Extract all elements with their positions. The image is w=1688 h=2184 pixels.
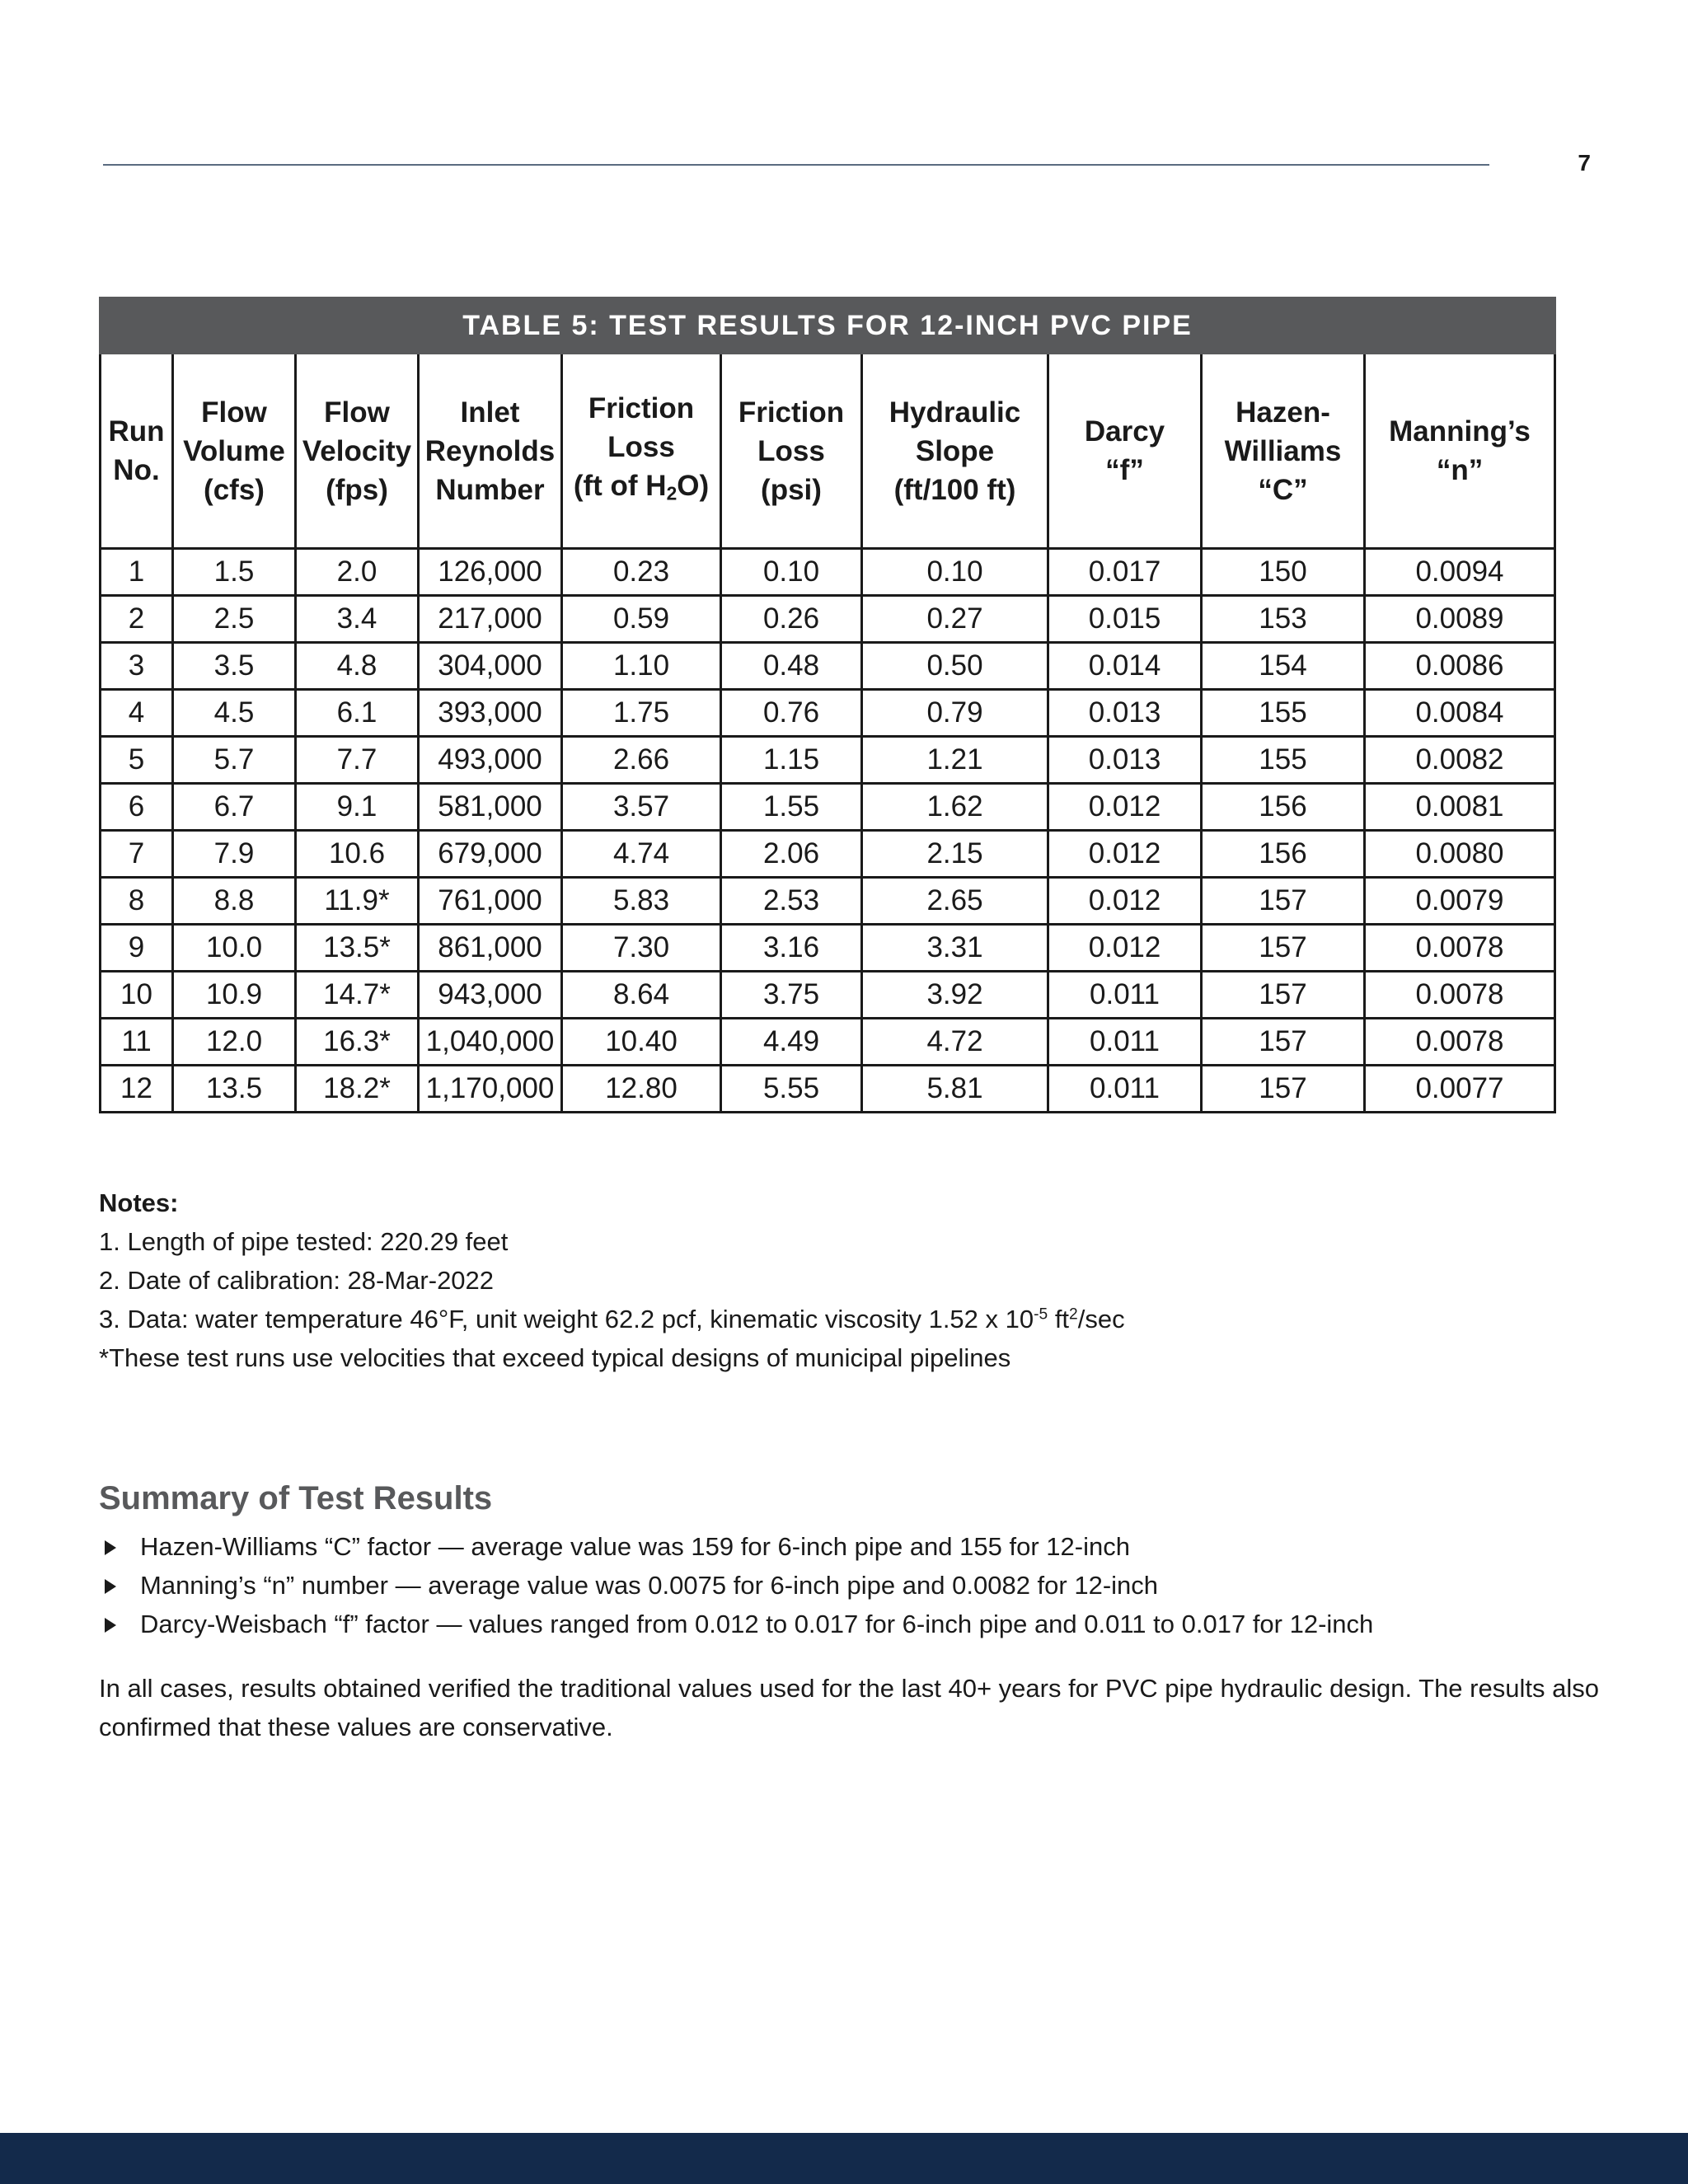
table-row	[101, 1066, 1555, 1113]
summary-paragraph: In all cases, results obtained verified the traditional values used for the last 40+ years for PVC pipe hydraulic design. The results also confirmed that these values are conservative.	[99, 1674, 1599, 1741]
table-cell: 2.06	[721, 831, 862, 878]
column-header-run-no: Run No.	[101, 354, 173, 549]
header-rule	[103, 164, 1489, 166]
table-cell: 157	[1202, 878, 1365, 925]
table-cell: 0.26	[721, 596, 862, 643]
table-cell: 1.5	[173, 549, 296, 596]
table-row	[101, 643, 1555, 690]
test-results-table	[99, 297, 1556, 1113]
notes-block	[99, 1183, 1125, 1377]
table-cell: 5.81	[862, 1066, 1048, 1113]
table-cell: 7.30	[562, 925, 721, 972]
summary-bullet-hazen-williams: Hazen-Williams “C” factor — average value was 159 for 6-inch pipe and 155 for 12-inch	[99, 1527, 1373, 1566]
table-cell: 2.66	[562, 737, 721, 784]
table-cell: 157	[1202, 925, 1365, 972]
table-row	[101, 878, 1555, 925]
column-header-mannings-n: Manning’s “n”	[1365, 354, 1555, 549]
table-cell: 761,000	[419, 878, 562, 925]
table-row	[101, 549, 1555, 596]
table-cell: 2.65	[862, 878, 1048, 925]
table-cell: 155	[1202, 690, 1365, 737]
table-row	[101, 972, 1555, 1019]
table-cell: 0.011	[1048, 1066, 1202, 1113]
table-cell: 7.7	[296, 737, 419, 784]
table-cell: 5.7	[173, 737, 296, 784]
table-cell: 10.40	[562, 1019, 721, 1066]
table-cell: 1,040,000	[419, 1019, 562, 1066]
table-cell: 0.0080	[1365, 831, 1555, 878]
table-cell: 679,000	[419, 831, 562, 878]
table-cell: 3.16	[721, 925, 862, 972]
table-cell: 5	[101, 737, 173, 784]
table-cell: 0.10	[721, 549, 862, 596]
table-cell: 0.0078	[1365, 1019, 1555, 1066]
table-cell: 9.1	[296, 784, 419, 831]
column-header-friction-loss-ft: Friction Loss (ft of $H_2O$)	[562, 354, 721, 549]
table-row	[101, 596, 1555, 643]
table-cell: 13.5	[173, 1066, 296, 1113]
table-cell: 4.49	[721, 1019, 862, 1066]
table-cell: 2	[101, 596, 173, 643]
table-cell: 0.0084	[1365, 690, 1555, 737]
table-cell: 3.75	[721, 972, 862, 1019]
table-cell: 0.10	[862, 549, 1048, 596]
table-cell: 2.53	[721, 878, 862, 925]
table-body	[101, 549, 1555, 1113]
bullet-triangle-icon	[105, 1618, 116, 1633]
table-cell: 9	[101, 925, 173, 972]
table-cell: 3.92	[862, 972, 1048, 1019]
table-cell: 8.8	[173, 878, 296, 925]
table-cell: 14.7*	[296, 972, 419, 1019]
table-cell: 8	[101, 878, 173, 925]
table-cell: 7.9	[173, 831, 296, 878]
table-title: TABLE 5: TEST RESULTS FOR 12-INCH PVC PIPE	[101, 298, 1555, 354]
table-cell: 8.64	[562, 972, 721, 1019]
table-cell: 0.0086	[1365, 643, 1555, 690]
table-cell: 861,000	[419, 925, 562, 972]
table-row	[101, 784, 1555, 831]
table-cell: 12.0	[173, 1019, 296, 1066]
table-cell: 3.4	[296, 596, 419, 643]
table-cell: 1.75	[562, 690, 721, 737]
table-cell: 0.017	[1048, 549, 1202, 596]
table-cell: 581,000	[419, 784, 562, 831]
table-cell: 0.012	[1048, 831, 1202, 878]
column-header-flow-volume: Flow Volume (cfs)	[173, 354, 296, 549]
table-cell: 0.012	[1048, 784, 1202, 831]
table-cell: 217,000	[419, 596, 562, 643]
table-cell: 10.6	[296, 831, 419, 878]
table-cell: 0.0089	[1365, 596, 1555, 643]
table-cell: 0.014	[1048, 643, 1202, 690]
table-cell: 6.1	[296, 690, 419, 737]
table-cell: 10.0	[173, 925, 296, 972]
table-cell: 1.10	[562, 643, 721, 690]
table-cell: 0.0078	[1365, 972, 1555, 1019]
note-velocity-footnote: *These test runs use velocities that exceed typical designs of municipal pipelines	[99, 1343, 1011, 1372]
table-cell: 16.3*	[296, 1019, 419, 1066]
table-cell: 156	[1202, 831, 1365, 878]
table-cell: 1.55	[721, 784, 862, 831]
summary-bullet-darcy-weisbach: Darcy-Weisbach “f” factor — values ranged from 0.012 to 0.017 for 6-inch pipe and 0.011 to 0.017 for 12-inch	[99, 1605, 1373, 1643]
table-cell: 0.27	[862, 596, 1048, 643]
column-header-hazen-williams-c: Hazen- Williams “C”	[1202, 354, 1365, 549]
table-cell: 2.5	[173, 596, 296, 643]
footer-band	[0, 2133, 1688, 2184]
table-cell: 0.79	[862, 690, 1048, 737]
table-cell: 156	[1202, 784, 1365, 831]
table-cell: 10.9	[173, 972, 296, 1019]
table-cell: 0.0077	[1365, 1066, 1555, 1113]
table-row	[101, 737, 1555, 784]
table-cell: 3.31	[862, 925, 1048, 972]
table-cell: 13.5*	[296, 925, 419, 972]
table-cell: 3	[101, 643, 173, 690]
table-cell: 493,000	[419, 737, 562, 784]
table-cell: 4.5	[173, 690, 296, 737]
table-cell: 18.2*	[296, 1066, 419, 1113]
table-cell: 0.015	[1048, 596, 1202, 643]
table-cell: 0.011	[1048, 1019, 1202, 1066]
bullet-triangle-icon	[105, 1579, 116, 1594]
table-row	[101, 690, 1555, 737]
summary-bullet-manning: Manning’s “n” number — average value was 0.0075 for 6-inch pipe and 0.0082 for 12-inch	[99, 1566, 1373, 1605]
table-cell: 157	[1202, 972, 1365, 1019]
table-cell: 3.57	[562, 784, 721, 831]
table-cell: 10	[101, 972, 173, 1019]
table-cell: 0.0094	[1365, 549, 1555, 596]
table-cell: 4	[101, 690, 173, 737]
note-calibration-date: 2. Date of calibration: 28-Mar-2022	[99, 1266, 495, 1295]
table-cell: 6.7	[173, 784, 296, 831]
table-cell: 155	[1202, 737, 1365, 784]
table-cell: 0.0081	[1365, 784, 1555, 831]
column-header-flow-velocity: Flow Velocity (fps)	[296, 354, 419, 549]
table-cell: 304,000	[419, 643, 562, 690]
table-cell: 0.59	[562, 596, 721, 643]
summary-bullet-list	[99, 1527, 1373, 1643]
table-cell: 4.74	[562, 831, 721, 878]
table-cell: 2.15	[862, 831, 1048, 878]
table-cell: 0.0078	[1365, 925, 1555, 972]
page-number: 7	[1578, 150, 1591, 176]
table-cell: 7	[101, 831, 173, 878]
table-cell: 5.55	[721, 1066, 862, 1113]
column-header-friction-loss-psi: Friction Loss (psi)	[721, 354, 862, 549]
table-cell: 393,000	[419, 690, 562, 737]
table-cell: 12.80	[562, 1066, 721, 1113]
table-cell: 0.013	[1048, 690, 1202, 737]
summary-heading: Summary of Test Results	[99, 1480, 493, 1516]
table-cell: 0.23	[562, 549, 721, 596]
table-cell: 0.013	[1048, 737, 1202, 784]
table-cell: 157	[1202, 1066, 1365, 1113]
table-cell: 0.012	[1048, 878, 1202, 925]
table-cell: 154	[1202, 643, 1365, 690]
table-cell: 0.76	[721, 690, 862, 737]
table-cell: 0.0079	[1365, 878, 1555, 925]
table-cell: 0.48	[721, 643, 862, 690]
table-cell: 11	[101, 1019, 173, 1066]
table-cell: 1	[101, 549, 173, 596]
table-cell: 1.15	[721, 737, 862, 784]
table-cell: 4.72	[862, 1019, 1048, 1066]
table-cell: 1.21	[862, 737, 1048, 784]
table-cell: 943,000	[419, 972, 562, 1019]
table-cell: 0.0082	[1365, 737, 1555, 784]
bullet-triangle-icon	[105, 1540, 116, 1555]
friction-loss-unit: (ft of $H_2O$)	[573, 469, 710, 504]
column-header-darcy-f: Darcy “f”	[1048, 354, 1202, 549]
table-cell: 11.9*	[296, 878, 419, 925]
table-cell: 150	[1202, 549, 1365, 596]
table-cell: 157	[1202, 1019, 1365, 1066]
table-header-row	[101, 354, 1555, 549]
table-row	[101, 925, 1555, 972]
table-cell: 6	[101, 784, 173, 831]
table-cell: 0.012	[1048, 925, 1202, 972]
table-cell: 1.62	[862, 784, 1048, 831]
table-row	[101, 831, 1555, 878]
table-cell: 126,000	[419, 549, 562, 596]
table-cell: 153	[1202, 596, 1365, 643]
table-cell: 3.5	[173, 643, 296, 690]
table-cell: 4.8	[296, 643, 419, 690]
table-cell: 12	[101, 1066, 173, 1113]
note-pipe-length: 1. Length of pipe tested: 220.29 feet	[99, 1227, 509, 1256]
table-cell: 2.0	[296, 549, 419, 596]
table-cell: 5.83	[562, 878, 721, 925]
table-cell: 0.011	[1048, 972, 1202, 1019]
table-cell: 1,170,000	[419, 1066, 562, 1113]
column-header-inlet-reynolds-number: Inlet Reynolds Number	[419, 354, 562, 549]
table-row	[101, 1019, 1555, 1066]
notes-heading: Notes:	[99, 1188, 179, 1217]
table-cell: 0.50	[862, 643, 1048, 690]
column-header-hydraulic-slope: Hydraulic Slope (ft/100 ft)	[862, 354, 1048, 549]
note-test-data: 3. Data: water temperature 46°F, unit weight 62.2 pcf, kinematic viscosity 1.52 x $10^{-5}$ $ft^2/\sec$	[99, 1305, 1125, 1333]
